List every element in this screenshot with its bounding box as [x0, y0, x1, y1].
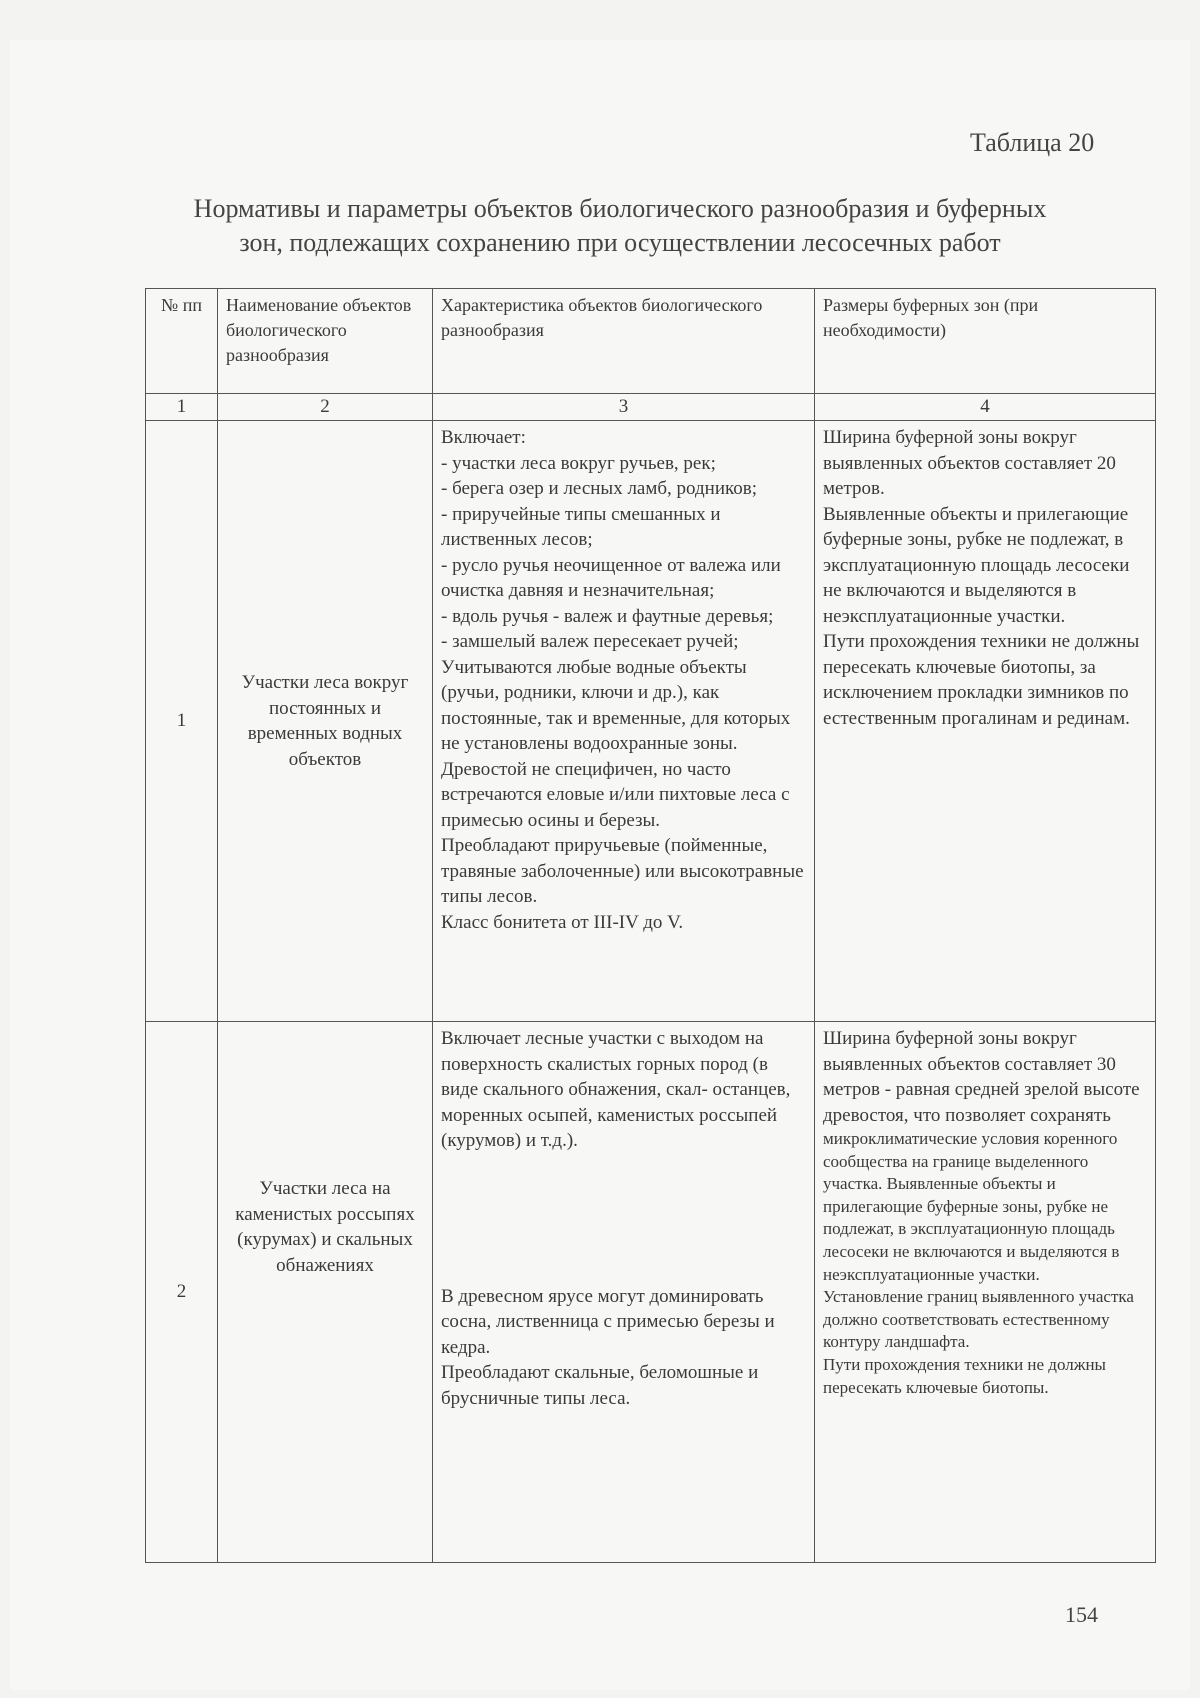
- column-number: 4: [815, 394, 1156, 421]
- buffer-line: Пути прохождения техники не должны пересекать ключевые биотопы, за исключением прокладки зимников по естественным прогалинам и рединам.: [823, 631, 1140, 729]
- header-buffer: Размеры буферных зон (при необходимости): [815, 289, 1156, 394]
- norms-table: [145, 288, 1156, 1563]
- row-characteristics: [433, 1022, 815, 1563]
- characteristic-line: Класс бонитета от III-IV до V.: [441, 911, 684, 933]
- document-title: [140, 192, 1100, 260]
- table-row: [146, 421, 1156, 1022]
- characteristic-line: - берега озер и лесных ламб, родников;: [441, 478, 758, 499]
- table-label: Таблица 20: [970, 128, 1095, 157]
- buffer-line: Ширина буферной зоны вокруг выявленных объектов составляет 30 метров - равная средней зрелой высоте древостоя, что позволяет сохранять: [823, 1028, 1140, 1126]
- buffer-line: Выявленные объекты и прилегающие буферные зоны, рубке не подлежат, в эксплуатационную площадь лесосеки не включаются и выделяются в неэксплуатационные участки.: [823, 503, 1130, 627]
- header-name: Наименование объектов биологического разнообразия: [218, 289, 433, 394]
- characteristic-line: Преобладают приручьевые (пойменные, травяные заболоченные) или высокотравные типы лесов.: [441, 835, 804, 907]
- row-buffer: [815, 1022, 1156, 1563]
- column-number: 2: [218, 394, 433, 421]
- characteristic-line: - вдоль ручья - валеж и фаутные деревья;: [441, 605, 774, 627]
- table-header-row: [146, 289, 1156, 394]
- row-name-cell: [218, 1022, 433, 1563]
- row-characteristics: [433, 421, 815, 1022]
- column-number: 1: [146, 394, 218, 421]
- row-name: Участки леса на каменистых россыпях (курумах) и скальных обнажениях: [235, 1178, 415, 1276]
- row-name: Участки леса вокруг постоянных и временных водных объектов: [218, 421, 433, 1022]
- characteristic-line: В древесном ярусе могут доминировать сосна, лиственница с примесью березы и кедра.: [441, 1285, 775, 1358]
- header-num: № пп: [146, 289, 218, 394]
- buffer-line: микроклиматические условия коренного сообщества на границе выделенного участка. Выявленные объекты и прилегающие буферные зоны, рубке не подлежат, в эксплуатационную площадь лесосеки не включаются и выделяются в неэксплуатационные участки.: [823, 1129, 1120, 1284]
- characteristic-line: Включает:: [441, 427, 526, 448]
- characteristic-line: - приручейные типы смешанных и лиственных лесов;: [441, 503, 721, 550]
- buffer-line: Пути прохождения техники не должны пересекать ключевые биотопы.: [823, 1354, 1106, 1397]
- characteristic-line: - замшелый валеж пересекает ручей;: [441, 631, 739, 652]
- document-page: [10, 40, 1190, 1690]
- column-number: 3: [433, 394, 815, 421]
- table-row: [146, 1022, 1156, 1563]
- row-buffer: [815, 421, 1156, 1022]
- header-characteristics: Характеристика объектов биологического разнообразия: [433, 289, 815, 394]
- characteristic-line: - русло ручья неочищенное от валежа или очистка давняя и незначительная;: [441, 554, 781, 601]
- title-line-1: Нормативы и параметры объектов биологического разнообразия и буферных: [193, 194, 1047, 223]
- buffer-line: Установление границ выявленного участка должно соответствовать естественному контуру ландшафта.: [823, 1287, 1134, 1352]
- characteristic-line: Включает лесные участки с выходом на поверхность скалистых горных пород (в виде скального обнажения, скал- останцев, моренных осыпей, каменистых россыпей (курумов) и т.д.).: [441, 1028, 791, 1151]
- page-number: 154: [1065, 1602, 1098, 1627]
- buffer-line: Ширина буферной зоны вокруг выявленных объектов составляет 20 метров.: [823, 427, 1116, 499]
- row-number: 1: [146, 421, 218, 1022]
- characteristic-line: Преобладают скальные, беломошные и брусничные типы леса.: [441, 1362, 759, 1409]
- characteristic-line: - участки леса вокруг ручьев, рек;: [441, 452, 716, 474]
- title-line-2: зон, подлежащих сохранению при осуществлении лесосечных работ: [239, 228, 1001, 257]
- column-number-row: [146, 394, 1156, 421]
- characteristic-line: Учитываются любые водные объекты (ручьи, родники, ключи и др.), как постоянные, так и временные, для которых не установлены водоохранные зоны. Древостой не специфичен, но часто встречаются еловые и/или пихтовые леса с примесью осины и березы.: [441, 656, 791, 831]
- row-number: 2: [146, 1022, 218, 1563]
